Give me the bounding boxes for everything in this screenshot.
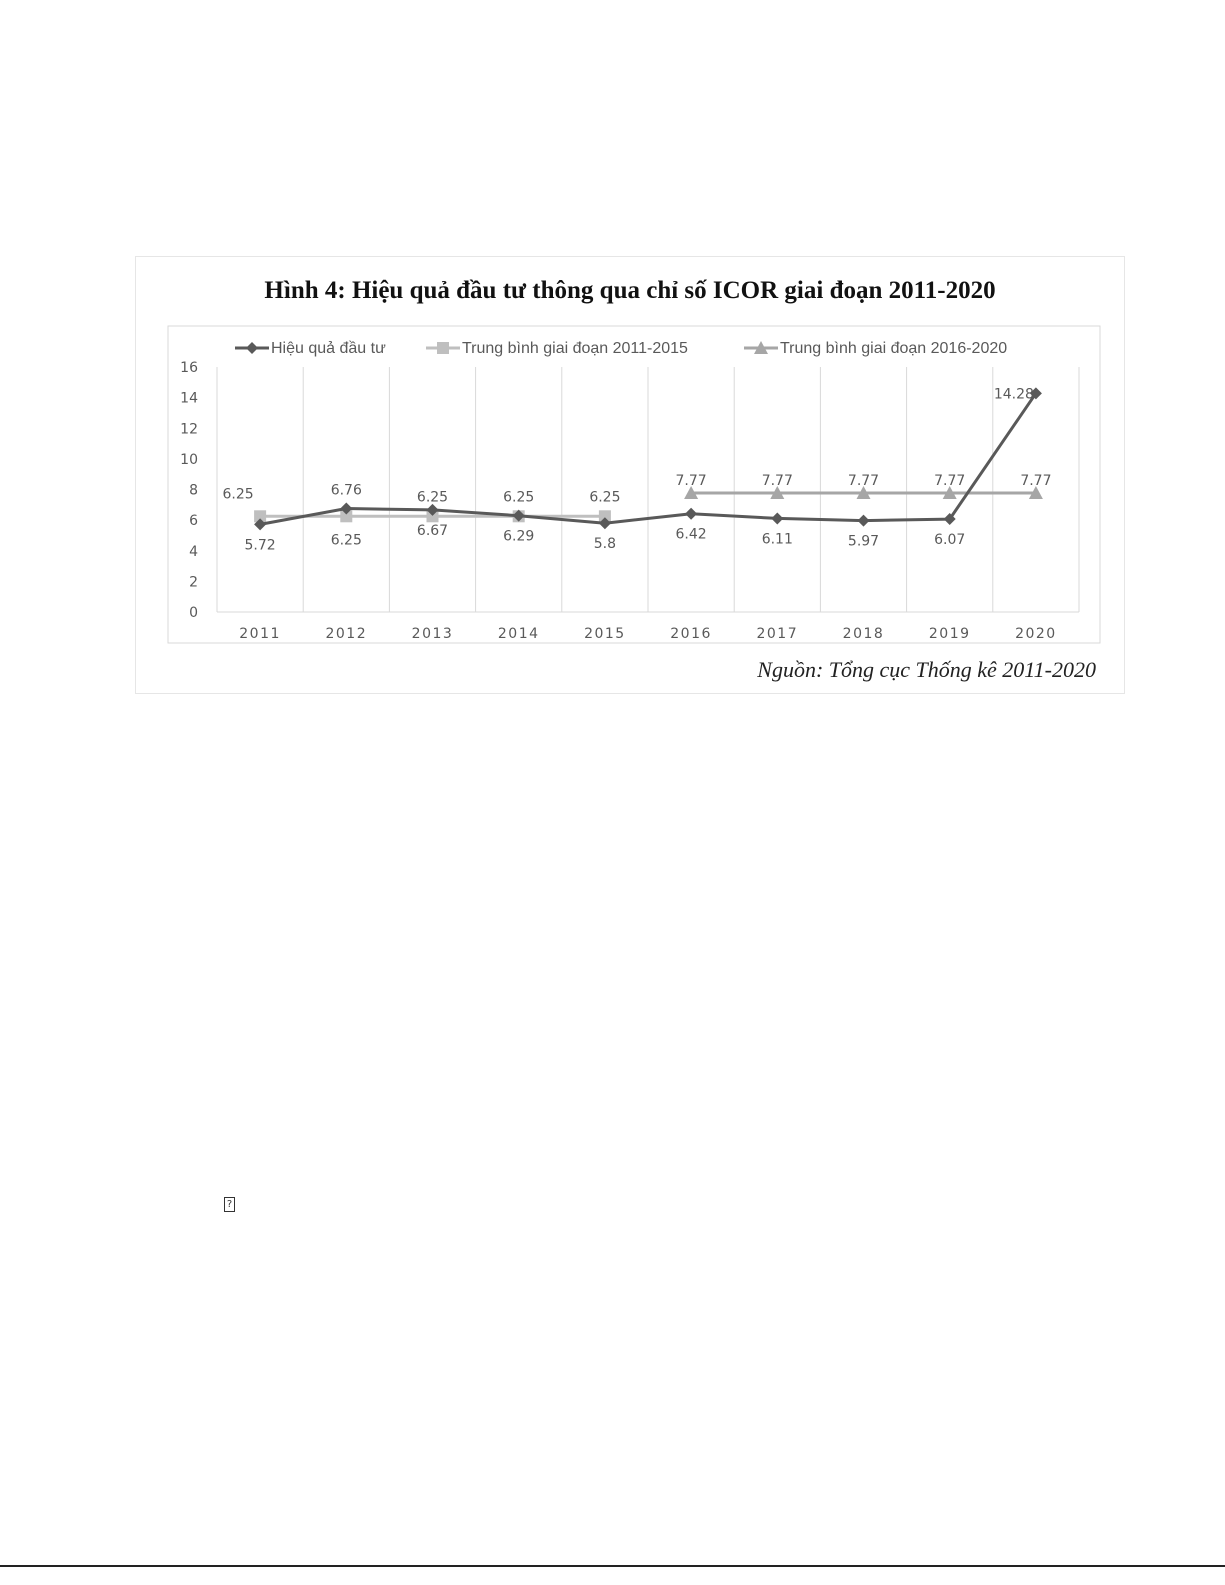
y-tick-label: 10 [180, 451, 198, 468]
data-label: 6.25 [222, 486, 254, 503]
x-tick-label: 2014 [497, 626, 540, 642]
y-tick-label: 8 [189, 482, 198, 499]
x-tick-label: 2016 [670, 626, 712, 642]
legend-marker [246, 342, 258, 354]
data-label: 6.25 [330, 532, 362, 549]
data-label: 6.76 [330, 482, 362, 499]
figure [135, 256, 1125, 694]
figure-title: Hình 4: Hiệu quả đầu tư thông qua chỉ số ICOR giai đoạn 2011-2020 [264, 277, 996, 304]
missing-glyph-icon: ? [224, 1197, 235, 1212]
y-tick-label: 0 [189, 605, 198, 621]
data-label: 6.29 [503, 528, 535, 545]
legend-label: Trung bình giai đoạn 2011-2015 [462, 340, 688, 357]
data-label: 6.25 [589, 489, 621, 506]
data-label: 6.42 [675, 526, 707, 543]
y-tick-label: 2 [189, 574, 198, 591]
data-label: 6.67 [416, 522, 449, 539]
data-point [685, 508, 697, 520]
x-tick-label: 2013 [411, 626, 454, 642]
x-tick-label: 2012 [325, 626, 368, 642]
page-bottom-rule [0, 1565, 1225, 1567]
data-label: 7.77 [675, 473, 707, 490]
data-label: 6.07 [934, 532, 966, 549]
y-tick-label: 6 [189, 513, 198, 530]
data-label: 5.97 [847, 533, 880, 550]
data-label: 6.25 [416, 489, 449, 506]
data-point [858, 515, 870, 527]
icor-line-chart [136, 257, 1126, 695]
y-tick-label: 16 [180, 360, 198, 376]
data-label: 14.28 [993, 386, 1034, 403]
x-tick-label: 2011 [239, 626, 281, 642]
data-point [771, 512, 783, 524]
data-label: 6.25 [503, 489, 535, 506]
y-tick-label: 12 [180, 421, 198, 438]
legend-marker [437, 342, 449, 354]
data-label: 7.77 [761, 473, 793, 490]
x-tick-label: 2019 [928, 626, 971, 642]
data-label: 6.11 [761, 531, 793, 548]
x-tick-label: 2017 [756, 626, 799, 642]
figure-source: Nguồn: Tổng cục Thống kê 2011-2020 [757, 657, 1096, 682]
legend-label: Hiệu quả đầu tư [271, 340, 386, 357]
legend-label: Trung bình giai đoạn 2016-2020 [780, 340, 1008, 357]
data-label: 5.8 [593, 536, 617, 553]
data-label: 5.72 [244, 537, 276, 554]
y-tick-label: 4 [189, 543, 198, 560]
data-label: 7.77 [1020, 473, 1052, 490]
data-label: 7.77 [934, 473, 966, 490]
data-label: 7.77 [847, 473, 880, 490]
x-tick-label: 2020 [1015, 626, 1057, 642]
x-tick-label: 2018 [842, 626, 885, 642]
x-tick-label: 2015 [584, 626, 626, 642]
y-tick-label: 14 [180, 390, 198, 407]
